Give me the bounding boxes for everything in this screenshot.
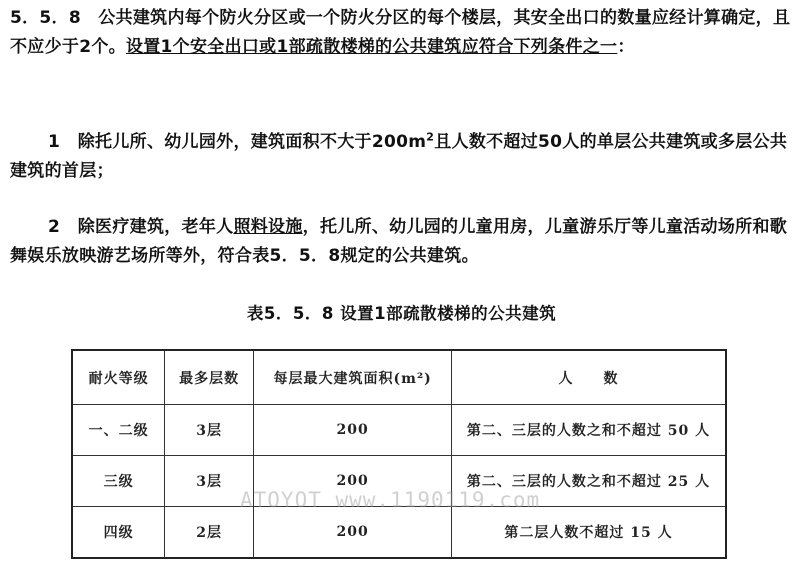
condition-2-text-b: ，托儿所、幼儿园的儿童用房，儿童游乐厅等儿童活动场所和歌舞娱乐放映游艺场所等外，符合表5．5．8规定的公共建筑。 <box>10 217 788 266</box>
clause-text-underlined: 设置1个安全出口或1部疏散楼梯的公共建筑应符合下列条件之 <box>125 37 600 57</box>
table-cell: 3层 <box>165 456 254 507</box>
table-cell: 三级 <box>72 456 165 507</box>
table-cell: 第二层人数不超过 15 人 <box>452 507 726 559</box>
watermark: ATOYOT www.1190119.com <box>240 488 541 512</box>
table-header-row <box>72 350 726 405</box>
condition-1-paragraph <box>10 128 795 186</box>
table-cell: 2层 <box>165 507 254 559</box>
clause-text-intro: 5．5．8 公共建筑内每个防火分区或一个防火分区的每个楼层，其安全出口的数量应经计算确定，且不应少于2个。 <box>10 8 791 57</box>
condition-1-text-a: 除托儿所、幼儿园外，建筑面积不大于200m <box>77 132 427 152</box>
table-cell: 200 <box>254 456 452 507</box>
clause-text-tail: 一： <box>600 37 635 57</box>
table-cell: 第二、三层的人数之和不超过 25 人 <box>452 456 726 507</box>
table-row <box>72 405 726 456</box>
condition-2-paragraph <box>10 213 795 271</box>
header-occupancy: 人 数 <box>452 350 726 405</box>
header-fire-rating: 耐火等级 <box>72 350 165 405</box>
table-cell: 3层 <box>165 405 254 456</box>
header-max-area: 每层最大建筑面积(m²) <box>254 350 452 405</box>
stair-requirements-table <box>71 349 727 559</box>
condition-2-text-a: 除医疗建筑，老年人 <box>77 217 234 237</box>
table-cell: 第二、三层的人数之和不超过 50 人 <box>452 405 726 456</box>
table-row <box>72 456 726 507</box>
table-cell: 200 <box>254 405 452 456</box>
condition-2-underlined-text: 照料设施 <box>233 217 303 237</box>
table-cell: 一、二级 <box>72 405 165 456</box>
table-cell: 200 <box>254 507 452 559</box>
table-row <box>72 507 726 559</box>
condition-2-number: 2 <box>48 217 61 237</box>
table-cell: 四级 <box>72 507 165 559</box>
superscript-2: 2 <box>426 130 435 144</box>
header-max-floors: 最多层数 <box>165 350 254 405</box>
clause-5-5-8-paragraph <box>10 4 795 62</box>
condition-1-number: 1 <box>48 132 61 152</box>
table-caption: 表5．5．8 设置1部疏散楼梯的公共建筑 <box>246 304 557 323</box>
condition-1-text-b: 且人数不超过50人的单层公共建筑或多层公共建筑的首层； <box>10 132 788 181</box>
